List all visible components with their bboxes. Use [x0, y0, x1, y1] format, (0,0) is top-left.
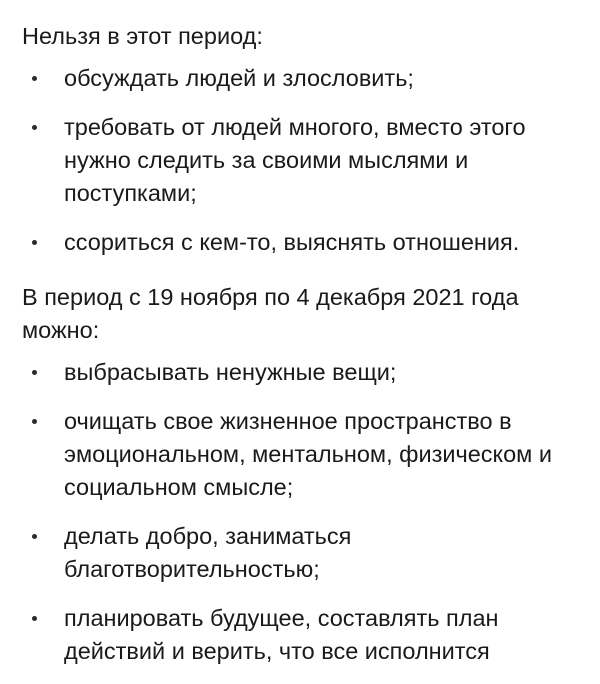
- bullet-icon: [32, 534, 37, 539]
- list-item: [22, 111, 578, 210]
- forbidden-heading: Нельзя в этот период:: [22, 23, 263, 49]
- list-item-text: делать добро, заниматься благотворительностью;: [64, 523, 352, 582]
- list-item-text: очищать свое жизненное пространство в эмоциональном, ментальном, физическом и социальном смысле;: [64, 408, 552, 500]
- list-item: [22, 356, 578, 389]
- bullet-icon: [32, 76, 37, 81]
- bullet-icon: [32, 370, 37, 375]
- list-item: [22, 62, 578, 95]
- list-item-text: планировать будущее, составлять план действий и верить, что все исполнится: [64, 605, 499, 664]
- bullet-icon: [32, 616, 37, 621]
- allowed-list: [22, 356, 578, 668]
- allowed-heading: В период с 19 ноября по 4 декабря 2021 года можно:: [22, 284, 519, 343]
- list-item-text: ссориться с кем-то, выяснять отношения.: [64, 229, 520, 255]
- bullet-icon: [32, 419, 37, 424]
- list-item: [22, 602, 578, 668]
- forbidden-list: [22, 62, 578, 259]
- allowed-section: [22, 281, 578, 668]
- forbidden-section: [22, 20, 578, 259]
- list-item: [22, 405, 578, 504]
- list-item: [22, 520, 578, 586]
- bullet-icon: [32, 125, 37, 130]
- bullet-icon: [32, 240, 37, 245]
- list-item-text: выбрасывать ненужные вещи;: [64, 359, 397, 385]
- list-item: [22, 226, 578, 259]
- list-item-text: требовать от людей многого, вместо этого нужно следить за своими мыслями и поступками;: [64, 114, 526, 206]
- list-item-text: обсуждать людей и злословить;: [64, 65, 414, 91]
